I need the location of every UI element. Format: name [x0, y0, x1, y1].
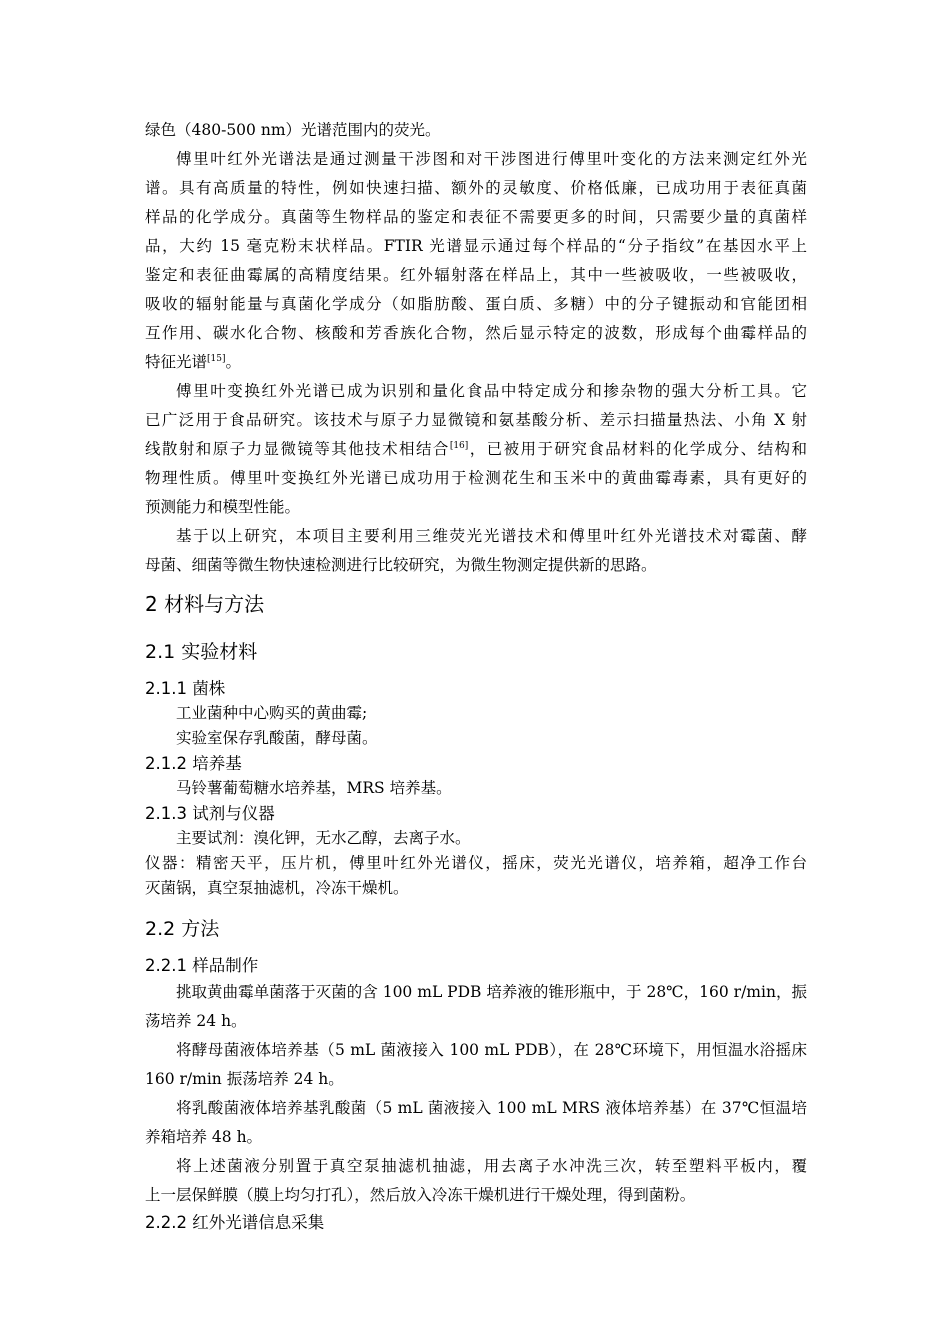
subsubsection-heading: 2.1.1 菌株: [145, 679, 226, 698]
text-line: 荡培养 24 h。: [145, 1012, 247, 1030]
paragraph: [145, 145, 807, 377]
text-line: 谱。具有高质量的特性，例如快速扫描、额外的灵敏度、价格低廉，已成功用于表征真菌: [145, 179, 807, 197]
subsubsection-heading: 2.2.2 红外光谱信息采集: [145, 1213, 325, 1232]
text-line: 基于以上研究，本项目主要利用三维荧光光谱技术和傅里叶红外光谱技术对霉菌、酵: [176, 527, 807, 545]
text-line: [145, 348, 807, 377]
text-line: 将乳酸菌液体培养基乳酸菌（5 mL 菌液接入 100 mL MRS 液体培养基）在 37℃恒温培: [176, 1099, 807, 1117]
subsubsection-heading: 2.1.3 试剂与仪器: [145, 804, 275, 823]
text-line: 已广泛用于食品研究。该技术与原子力显微镜和氨基酸分析、差示扫描量热法、小角 X 射: [145, 411, 807, 429]
citation-ref: [16]: [449, 441, 469, 451]
text-span: 线散射和原子力显微镜等其他技术相结合: [145, 440, 450, 458]
text-line: 傅里叶红外光谱法是通过测量干涉图和对干涉图进行傅里叶变化的方法来测定红外光: [176, 150, 807, 168]
text-line: 将酵母菌液体培养基（5 mL 菌液接入 100 mL PDB），在 28℃环境下，用恒温水浴摇床: [176, 1041, 807, 1059]
text-line: 互作用、碳水化合物、核酸和芳香族化合物，然后显示特定的波数，形成每个曲霉样品的: [145, 324, 807, 342]
text-line: 样品的化学成分。真菌等生物样品的鉴定和表征不需要更多的时间，只需要少量的真菌样: [145, 208, 807, 226]
text-line: 挑取黄曲霉单菌落于灭菌的含 100 mL PDB 培养液的锥形瓶中，于 28℃，160 r/min，振: [176, 983, 807, 1001]
text-line: 品，大约 15 毫克粉末状样品。FTIR 光谱显示通过每个样品的“分子指纹”在基因水平上: [145, 237, 807, 255]
text-line: 吸收的辐射能量与真菌化学成分（如脂肪酸、蛋白质、多糖）中的分子键振动和官能团相: [145, 295, 807, 313]
text-line: 养箱培养 48 h。: [145, 1128, 263, 1146]
text-line: 主要试剂：溴化钾，无水乙醇，去离子水。: [176, 829, 471, 847]
text-line: 傅里叶变换红外光谱已成为识别和量化食品中特定成分和掺杂物的强大分析工具。它: [176, 382, 807, 400]
subsubsection-heading: 2.2.1 样品制作: [145, 956, 259, 975]
subsection-heading: 2.2 方法: [145, 918, 220, 940]
paragraph: [145, 522, 807, 580]
text-line: 预测能力和模型性能。: [145, 498, 301, 516]
paragraph: [145, 377, 807, 522]
text-line: 实验室保存乳酸菌，酵母菌。: [176, 729, 378, 747]
text-line: 鉴定和表征曲霉属的高精度结果。红外辐射落在样品上，其中一些被吸收，一些被吸收，: [145, 266, 807, 284]
subsection-heading: 2.1 实验材料: [145, 641, 258, 663]
text-span: 。: [225, 353, 242, 371]
paragraph: [145, 116, 807, 145]
paragraph: [145, 1152, 807, 1210]
citation-ref: [15]: [207, 354, 226, 364]
text-span: ，已被用于研究食品材料的化学成分、结构和: [468, 440, 807, 458]
text-line: 工业菌种中心购买的黄曲霉;: [176, 704, 368, 722]
text-span: 特征光谱: [145, 353, 208, 371]
text-line: 母菌、细菌等微生物快速检测进行比较研究，为微生物测定提供新的思路。: [145, 556, 657, 574]
text-line: 灭菌锅，真空泵抽滤机，冷冻干燥机。: [145, 879, 409, 897]
text-line: 将上述菌液分别置于真空泵抽滤机抽滤，用去离子水冲洗三次，转至塑料平板内，覆: [176, 1157, 807, 1175]
text-line: 上一层保鲜膜（膜上均匀打孔），然后放入冷冻干燥机进行干燥处理，得到菌粉。: [145, 1186, 696, 1204]
text-line: 仪器：精密天平，压片机，傅里叶红外光谱仪，摇床，荧光光谱仪，培养箱，超净工作台: [145, 854, 807, 872]
paragraph: [145, 978, 807, 1036]
text-line: 160 r/min 振荡培养 24 h。: [145, 1070, 344, 1088]
paragraph: [145, 1094, 807, 1152]
subsubsection-heading: 2.1.2 培养基: [145, 754, 242, 773]
paragraph: [145, 1036, 807, 1094]
text-line: 马铃薯葡萄糖水培养基，MRS 培养基。: [176, 779, 452, 797]
text-line: 物理性质。傅里叶变换红外光谱已成功用于检测花生和玉米中的黄曲霉毒素，具有更好的: [145, 469, 807, 487]
text-line: [145, 435, 807, 464]
document-body: [145, 116, 807, 1235]
section-heading: 2 材料与方法: [145, 592, 265, 616]
text-line: 绿色（480-500 nm）光谱范围内的荧光。: [145, 121, 441, 139]
